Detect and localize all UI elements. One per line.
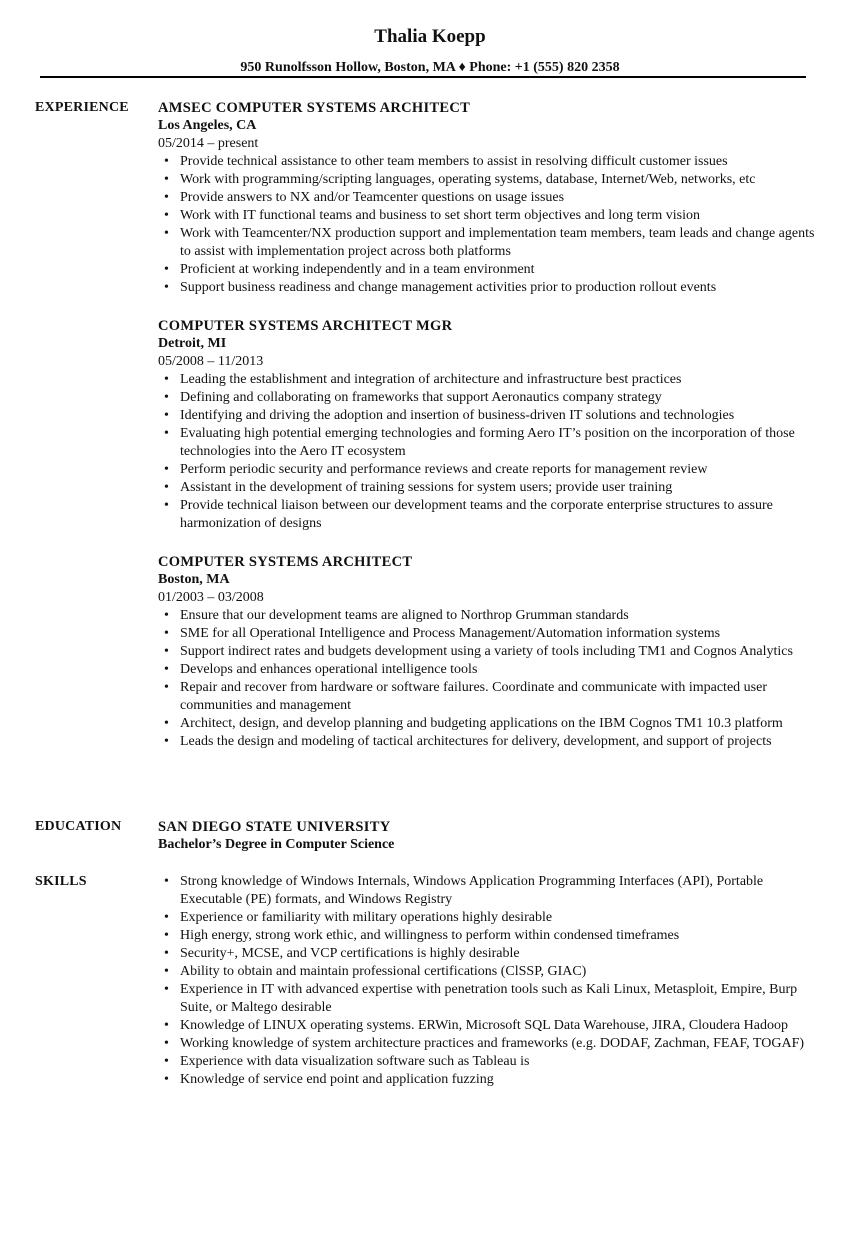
job-title: AMSEC COMPUTER SYSTEMS ARCHITECT	[158, 100, 471, 116]
bullet-item: • Repair and recover from hardware or software failures. Coordinate and communicate with impacted user communities and management	[180, 679, 818, 715]
bullet-item: • Provide technical assistance to other team members to assist in resolving difficult customer issues	[180, 153, 818, 171]
bullet-item: • Support business readiness and change management activities prior to production rollout events	[180, 279, 818, 297]
bullet-item: • Support indirect rates and budgets development using a variety of tools including TM1 and Cognos Analytics	[180, 643, 818, 661]
job-title: COMPUTER SYSTEMS ARCHITECT MGR	[158, 318, 453, 334]
bullet-item: • Evaluating high potential emerging technologies and forming Aero IT’s position on the incorporation of those technologies into the Aero IT ecosystem	[180, 425, 818, 461]
job-location: Los Angeles, CA	[158, 118, 257, 133]
section-label-education: EDUCATION	[35, 819, 122, 834]
bullet-item: • Work with Teamcenter/NX production support and implementation team members, team leads and change agents to assist with implementation project across both platforms	[180, 225, 818, 261]
skill-item: • Experience in IT with advanced expertise with penetration tools such as Kali Linux, Metasploit, Empire, Burp Suite, or Maltego desirable	[180, 981, 818, 1017]
skill-item: • Working knowledge of system architecture practices and frameworks (e.g. DODAF, Zachman, FEAF, TOGAF)	[180, 1035, 818, 1053]
job-entry	[158, 553, 818, 751]
resume-header	[0, 26, 860, 76]
job-bullets	[158, 371, 818, 533]
bullet-item: • Develops and enhances operational intelligence tools	[180, 661, 818, 679]
bullet-item: • Ensure that our development teams are aligned to Northrop Grumman standards	[180, 607, 818, 625]
skills-body	[158, 873, 818, 1089]
skill-item: • Security+, MCSE, and VCP certifications is highly desirable	[180, 945, 818, 963]
skill-item: • Knowledge of service end point and application fuzzing	[180, 1071, 818, 1089]
job-title: COMPUTER SYSTEMS ARCHITECT	[158, 554, 413, 570]
section-label-experience: EXPERIENCE	[35, 100, 129, 115]
job-dates: 05/2008 – 11/2013	[158, 354, 264, 369]
job-bullets	[158, 153, 818, 297]
bullet-item: • Architect, design, and develop planning and budgeting applications on the IBM Cognos TM1 10.3 platform	[180, 715, 818, 733]
bullet-item: • Leads the design and modeling of tactical architectures for delivery, development, and support of projects	[180, 733, 818, 751]
skill-item: • Experience with data visualization software such as Tableau is	[180, 1053, 818, 1071]
bullet-item: • Proficient at working independently and in a team environment	[180, 261, 818, 279]
bullet-item: • SME for all Operational Intelligence and Process Management/Automation information systems	[180, 625, 818, 643]
bullet-item: • Provide answers to NX and/or Teamcenter questions on usage issues	[180, 189, 818, 207]
degree: Bachelor’s Degree in Computer Science	[158, 837, 395, 852]
bullet-item: • Provide technical liaison between our development teams and the corporate enterprise structures to assure harmonization of designs	[180, 497, 818, 533]
job-dates: 01/2003 – 03/2008	[158, 590, 264, 605]
school-name: SAN DIEGO STATE UNIVERSITY	[158, 819, 391, 835]
bullet-item: • Defining and collaborating on frameworks that support Aeronautics company strategy	[180, 389, 818, 407]
skill-item: • Ability to obtain and maintain professional certifications (ClSSP, GIAC)	[180, 963, 818, 981]
skills-list	[158, 873, 818, 1089]
skill-item: • Strong knowledge of Windows Internals, Windows Application Programming Interfaces (API), Portable Executable (PE) formats, and Windows Registry	[180, 873, 818, 909]
job-dates: 05/2014 – present	[158, 136, 259, 151]
bullet-item: • Leading the establishment and integration of architecture and infrastructure best practices	[180, 371, 818, 389]
bullet-item: • Perform periodic security and performance reviews and create reports for management review	[180, 461, 818, 479]
skill-item: • High energy, strong work ethic, and willingness to perform within condensed timeframes	[180, 927, 818, 945]
job-bullets	[158, 607, 818, 751]
bullet-item: • Work with programming/scripting languages, operating systems, database, Internet/Web, networks, etc	[180, 171, 818, 189]
candidate-name: Thalia Koepp	[374, 26, 486, 47]
section-label-skills: SKILLS	[35, 874, 87, 889]
job-location: Detroit, MI	[158, 336, 227, 351]
bullet-item: • Assistant in the development of training sessions for system users; provide user training	[180, 479, 818, 497]
experience-body	[158, 99, 818, 771]
bullet-item: • Work with IT functional teams and business to set short term objectives and long term vision	[180, 207, 818, 225]
education-body	[158, 818, 818, 854]
skill-item: • Knowledge of LINUX operating systems. ERWin, Microsoft SQL Data Warehouse, JIRA, Cloudera Hadoop	[180, 1017, 818, 1035]
job-location: Boston, MA	[158, 572, 230, 587]
header-divider	[40, 76, 806, 78]
job-entry	[158, 317, 818, 533]
skill-item: • Experience or familiarity with military operations highly desirable	[180, 909, 818, 927]
bullet-item: • Identifying and driving the adoption and insertion of business-driven IT solutions and technologies	[180, 407, 818, 425]
job-entry	[158, 99, 818, 297]
contact-line: 950 Runolfsson Hollow, Boston, MA ♦ Phone: +1 (555) 820 2358	[240, 60, 620, 75]
